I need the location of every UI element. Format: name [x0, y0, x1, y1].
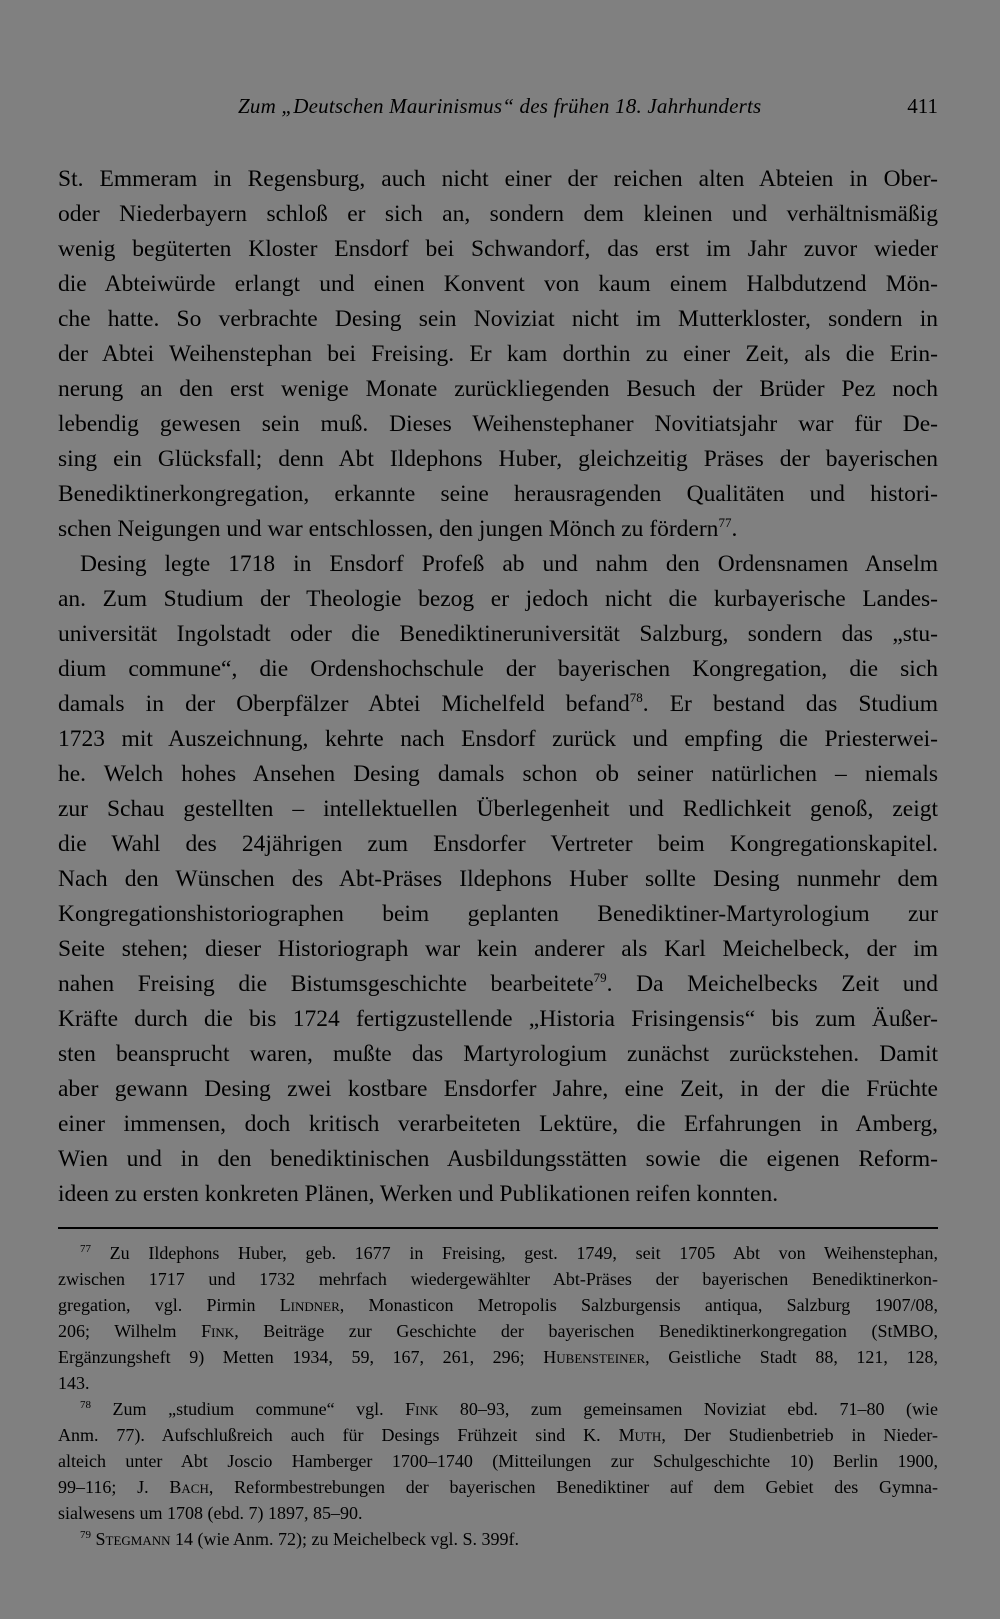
footnote-line: 143. [58, 1373, 90, 1393]
author-name: Lindner [279, 1295, 340, 1315]
text-line: nerung an den erst wenige Monate zurückliegenden Besuch der Brüder Pez noch [58, 376, 938, 402]
footnotes [58, 1240, 938, 1552]
text-line [58, 512, 938, 547]
footnote-text: 14 (wie Anm. 72); zu Meichelbeck vgl. S. 399f. [170, 1529, 519, 1549]
main-text [58, 162, 938, 1212]
text-line: universität Ingolstadt oder die Benediktineruniversität Salzburg, sondern das „stu- [58, 621, 938, 647]
running-header [58, 94, 938, 124]
text-line: der Abtei Weihenstephan bei Freising. Er kam dorthin zu einer Zeit, als die Erin- [58, 341, 938, 367]
footnote-text: , Monasticon Metropolis Salzburgensis antiqua, Salzburg 1907/08, [339, 1295, 938, 1315]
text-line: Nach den Wünschen des Abt-Präses Ildephons Huber sollte Desing nunmehr dem [58, 866, 938, 892]
footnote-line: alteich unter Abt Joscio Hamberger 1700–1740 (Mitteilungen zur Schulgeschichte 10) Berlin 1900, [58, 1451, 938, 1471]
text-line: wenig begüterten Kloster Ensdorf bei Schwandorf, das erst im Jahr zuvor wieder [58, 236, 938, 262]
footnote-77 [58, 1240, 938, 1266]
text-line: che hatte. So verbrachte Desing sein Noviziat nicht im Mutterkloster, sondern in [58, 306, 938, 332]
running-title: Zum „Deutschen Maurinismus“ des frühen 18. Jahrhunderts [238, 94, 762, 118]
text-segment: . Da Meichelbecks Zeit und [606, 971, 938, 997]
text-line: zur Schau gestellten – intellektuellen Überlegenheit und Redlichkeit genoß, zeigt [58, 796, 938, 822]
text-line: aber gewann Desing zwei kostbare Ensdorfer Jahre, eine Zeit, in der die Früchte [58, 1076, 938, 1102]
footnote-text: , Reformbestrebungen der bayerischen Benediktiner auf dem Gebiet des Gymna- [208, 1477, 938, 1497]
text-line: 1723 mit Auszeichnung, kehrte nach Ensdorf zurück und empfing die Priesterwei- [58, 726, 938, 752]
footnote-line [58, 1318, 938, 1344]
footnote-78 [58, 1396, 938, 1422]
text-line: die Wahl des 24jährigen zum Ensdorfer Vertreter beim Kongregationskapitel. [58, 831, 938, 857]
footnote-line: sialwesens um 1708 (ebd. 7) 1897, 85–90. [58, 1503, 363, 1523]
text-line: Kräfte durch die bis 1724 fertigzustellende „Historia Frisingensis“ bis zum Äußer- [58, 1006, 938, 1032]
text-line: St. Emmeram in Regensburg, auch nicht einer der reichen alten Abteien in Ober- [58, 166, 938, 192]
author-name: Fink [201, 1321, 235, 1341]
page-number: 411 [907, 94, 938, 118]
text-line [58, 687, 938, 722]
footnote-text: 99–116; J. [58, 1477, 170, 1497]
text-line [58, 967, 938, 1002]
footnote-text: Zu Ildephons Huber, geb. 1677 in Freising, gest. 1749, seit 1705 Abt von Weihenstephan, [91, 1243, 938, 1263]
text-line: die Abteiwürde erlangt und einen Konvent von kaum einem Halbdutzend Mön- [58, 271, 938, 297]
footnote-line [58, 1474, 938, 1500]
text-segment: nahen Freising die Bistumsgeschichte bearbeitete [58, 971, 594, 997]
text-line: oder Niederbayern schloß er sich an, sondern dem kleinen und verhältnismäßig [58, 201, 938, 227]
footnote-mark: 79 [80, 1529, 91, 1541]
footnote-text: , Der Studienbetrieb in Nieder- [661, 1425, 938, 1445]
footnote-text: , Beiträge zur Geschichte der bayerischen Benediktinerkongregation (StMBO, [234, 1321, 938, 1341]
text-line: Desing legte 1718 in Ensdorf Profeß ab und nahm den Ordensnamen Anselm [80, 551, 938, 577]
footnote-line: zwischen 1717 und 1732 mehrfach wiedergewählter Abt-Präses der bayerischen Benediktinerkon- [58, 1269, 938, 1289]
text-line: sing ein Glücksfall; denn Abt Ildephons Huber, gleichzeitig Präses der bayerischen [58, 446, 938, 472]
footnote-text: Anm. 77). Aufschlußreich auch für Desings Frühzeit sind K. [58, 1425, 619, 1445]
text-line: lebendig gewesen sein muß. Dieses Weihenstephaner Novitiatsjahr war für De- [58, 411, 938, 437]
footnote-mark: 78 [80, 1399, 91, 1411]
footnote-text: , Geistliche Stadt 88, 121, 128, [645, 1347, 938, 1367]
footnote-text: 206; Wilhelm [58, 1321, 202, 1341]
author-name: Fink [405, 1399, 439, 1419]
author-name: Bach [169, 1477, 209, 1497]
footnote-text: gregation, vgl. Pirmin [58, 1295, 280, 1315]
text-line: Benediktinerkongregation, erkannte seine herausragenden Qualitäten und histori- [58, 481, 938, 507]
footnote-text: 80–93, zum gemeinsamen Noviziat ebd. 71–80 (wie [438, 1399, 938, 1419]
footnote-text: Zum „studium commune“ vgl. [91, 1399, 406, 1419]
text-segment: schen Neigungen und war entschlossen, den jungen Mönch zu fördern [58, 516, 719, 542]
text-line: sten beansprucht waren, mußte das Martyrologium zunächst zurückstehen. Damit [58, 1041, 938, 1067]
text-line: einer immensen, doch kritisch verarbeiteten Lektüre, die Erfahrungen in Amberg, [58, 1111, 938, 1137]
text-line: Kongregationshistoriographen beim geplanten Benediktiner-Martyrologium zur [58, 901, 938, 927]
text-line: Wien und in den benediktinischen Ausbildungsstätten sowie die eigenen Reform- [58, 1146, 938, 1172]
footnote-line [58, 1344, 938, 1370]
footnote-divider [58, 1227, 938, 1229]
text-segment: . Er bestand das Studium [642, 691, 938, 717]
author-name: Stegmann [91, 1529, 171, 1549]
author-name: Hubensteiner [543, 1347, 646, 1367]
text-line: dium commune“, die Ordenshochschule der bayerischen Kongregation, die sich [58, 656, 938, 682]
author-name: Muth [618, 1425, 662, 1445]
text-line: an. Zum Studium der Theologie bezog er jedoch nicht die kurbayerische Landes- [58, 586, 938, 612]
text-line: ideen zu ersten konkreten Plänen, Werken und Publikationen reifen konnten. [58, 1181, 779, 1207]
footnote-ref-78[interactable]: 78 [629, 690, 643, 706]
text-segment: damals in der Oberpfälzer Abtei Michelfeld befand [58, 691, 630, 717]
text-line: he. Welch hohes Ansehen Desing damals schon ob seiner natürlichen – niemals [58, 761, 938, 787]
footnote-ref-79[interactable]: 79 [593, 970, 607, 986]
footnote-line [58, 1292, 938, 1318]
footnote-ref-77[interactable]: 77 [718, 515, 732, 531]
footnote-line [58, 1422, 938, 1448]
text-line: Seite stehen; dieser Historiograph war kein anderer als Karl Meichelbeck, der im [58, 936, 938, 962]
footnote-79 [58, 1526, 938, 1552]
text-segment: . [731, 516, 738, 542]
footnote-text: Ergänzungsheft 9) Metten 1934, 59, 167, 261, 296; [58, 1347, 544, 1367]
footnote-mark: 77 [80, 1243, 91, 1255]
